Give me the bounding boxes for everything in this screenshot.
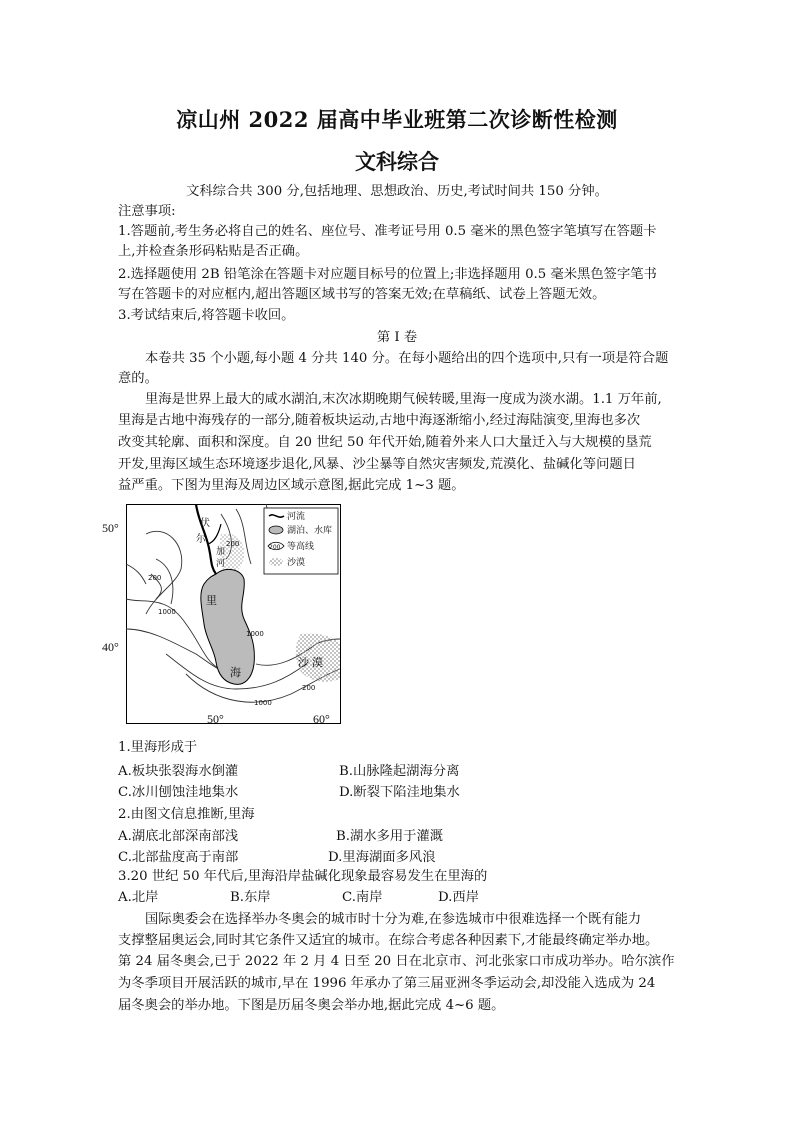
question-option: B.湖水多用于灌溉 [336,829,444,844]
question-option: B.东岸 [230,890,271,905]
passage1-line: 改变其轮廓、面积和深度。自 20 世纪 50 年代开始,随着外来人口大量迁入与大规模的垦荒 [118,435,652,450]
sea-label: 里 [206,594,217,607]
note-line: 1.答题前,考生务必将自己的姓名、座位号、准考证号用 0.5 毫米的黑色签字笔填写在答题卡 [118,224,657,239]
passage1-line: 里海是古地中海残存的一部分,随着板块运动,古地中海逐渐缩小,经过海陆演变,里海也多次 [118,413,641,428]
map-lat-label: 40° [102,640,119,654]
river-label: 加 [216,547,226,557]
section-desc: 意的。 [118,371,158,386]
question-option: B.山脉隆起湖海分离 [339,764,460,779]
question-stem: 3.20 世纪 50 年代后,里海沿岸盐碱化现象最容易发生在里海的 [118,869,488,884]
note-line: 写在答题卡的对应框内,超出答题区域书写的答案无效;在草稿纸、试卷上答题无效。 [118,287,606,302]
passage2-line: 为冬季项目开展活跃的城市,早在 1996 年承办了第三届亚洲冬季运动会,却没能入选成为 24 [118,976,656,991]
question-option: A.板块张裂海水倒灌 [118,764,239,779]
exam-subtitle: 文科综合 [355,149,439,174]
legend-contour: 等高线 [287,542,315,552]
lake-legend-symbol [269,526,283,534]
question-stem: 1.里海形成于 [118,740,198,755]
question-option: A.北岸 [118,890,159,905]
contour-value-label: 1000 [246,630,264,638]
map-lon-label: 60° [313,712,330,726]
map-lat-label: 50° [102,521,119,535]
exam-intro: 文科综合共 300 分,包括地理、思想政治、历史,考试时间共 150 分钟。 [186,184,608,199]
contour-value-label: 200 [148,574,162,582]
map-svg [126,504,341,724]
question-option: A.湖底北部深南部浅 [118,829,239,844]
caspian-sea-map [126,504,341,724]
passage2-line: 国际奥委会在选择举办冬奥会的城市时十分为难,在参选城市中很难选择一个既有能力 [145,912,642,927]
river-label: 尔 [196,534,206,545]
contour-value-label: 200 [302,684,316,692]
desert-legend-symbol [269,558,283,566]
contour-value-label: 200 [226,540,240,548]
passage2-line: 届冬奥会的举办地。下图是历届冬奥会举办地,据此完成 4~6 题。 [118,998,505,1013]
question-option: C.北部盐度高于南部 [118,850,239,865]
sea-label: 海 [230,666,241,679]
question-option: C.南岸 [342,890,383,905]
map-lon-label: 50° [207,712,224,726]
passage2-line: 第 24 届冬奥会,已于 2022 年 2 月 4 日至 20 日在北京市、河北张家口市成功举办。哈尔滨作 [118,954,675,969]
contour-value-label: 1000 [254,699,272,707]
river-label: 伏 [200,518,210,529]
passage1-line: 益严重。下图为里海及周边区域示意图,据此完成 1~3 题。 [118,478,465,493]
section-title: 第 I 卷 [376,330,418,345]
legend-river: 河流 [287,512,306,522]
section-desc: 本卷共 35 个小题,每小题 4 分共 140 分。在每小题给出的四个选项中,只有一项是符合题 [145,351,669,366]
passage2-line: 支撑整届奥运会,同时其它条件又适宜的城市。在综合考虑各种因素下,才能最终确定举办地。 [118,933,659,948]
legend-desert: 沙漠 [287,558,306,568]
legend-contour-value: 200 [269,544,281,551]
desert-label: 沙 [298,656,309,669]
legend-lake: 湖泊、水库 [287,526,333,536]
passage1-line: 里海是世界上最大的咸水湖泊,末次冰期晚期气候转暖,里海一度成为淡水湖。1.1 万年前, [145,392,662,407]
note-line: 3.考试结束后,将答题卡收回。 [118,308,295,323]
exam-title: 凉山州 2022 届高中毕业班第二次诊断性检测 [176,107,618,132]
note-line: 2.选择题使用 2B 铅笔涂在答题卡对应题目标号的位置上;非选择题用 0.5 毫米黑色签字笔书 [118,267,657,282]
question-option: D.里海湖面多风浪 [328,850,436,865]
desert-label: 漠 [312,656,323,669]
question-option: C.冰川刨蚀洼地集水 [118,785,239,800]
river-label: 河 [216,559,226,569]
question-option: D.西岸 [438,890,480,905]
question-option: D.断裂下陷洼地集水 [339,785,460,800]
notes-heading: 注意事项: [118,204,176,219]
contour-value-label: 1000 [158,608,176,616]
question-stem: 2.由图文信息推断,里海 [118,807,255,822]
note-line: 上,并检查条形码粘贴是否正确。 [118,244,309,259]
passage1-line: 开发,里海区域生态环境逐步退化,风暴、沙尘暴等自然灾害频发,荒漠化、盐碱化等问题日 [118,457,636,472]
